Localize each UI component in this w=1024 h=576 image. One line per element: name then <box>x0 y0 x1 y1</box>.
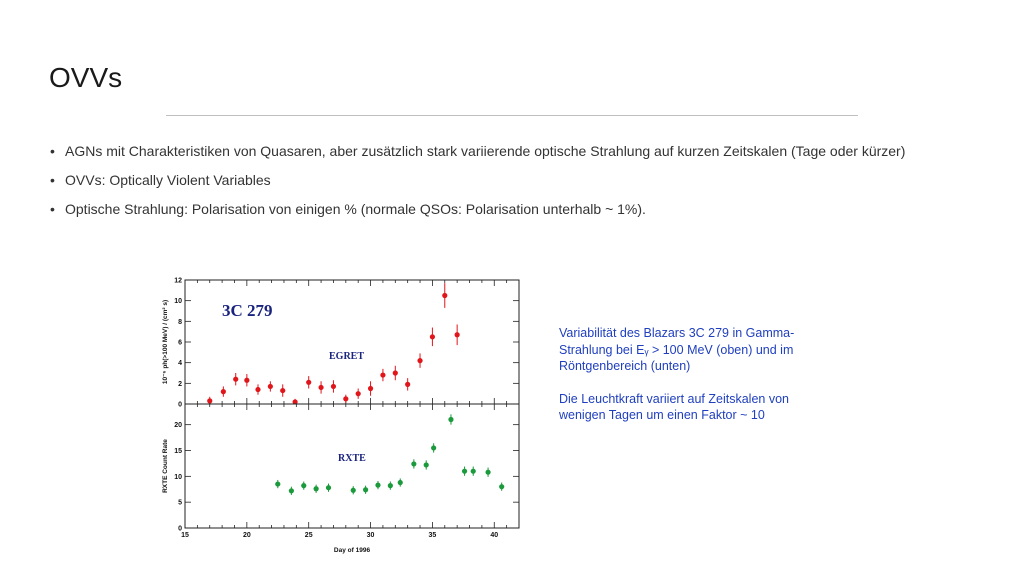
top-y-axis-label: 10⁻⁶ ph(>100 MeV) / (cm² s) <box>162 299 169 385</box>
egret-point <box>207 398 212 403</box>
rxte-point <box>431 445 436 450</box>
top-panel <box>162 278 519 409</box>
rxte-point <box>301 483 306 488</box>
egret-point <box>417 358 422 363</box>
rxte-point <box>314 486 319 491</box>
y-tick-label: 8 <box>178 318 182 326</box>
egret-point <box>233 377 238 382</box>
bullet-text: OVVs: Optically Violent Variables <box>65 172 271 188</box>
egret-point <box>368 386 373 391</box>
egret-point <box>356 391 361 396</box>
egret-point <box>380 372 385 377</box>
rxte-point <box>485 470 490 475</box>
y-tick-label: 10 <box>174 298 182 306</box>
bullet-list <box>48 141 1008 228</box>
egret-point <box>306 380 311 385</box>
egret-point <box>280 388 285 393</box>
y-tick-label: 0 <box>178 525 182 533</box>
top-panel-frame <box>185 280 519 404</box>
bottom-y-axis-label: RXTE Count Rate <box>162 439 169 493</box>
rxte-points <box>275 414 504 495</box>
bottom-axis-ticks <box>174 401 519 539</box>
rxte-point <box>326 485 331 490</box>
egret-point <box>331 384 336 389</box>
egret-point <box>455 332 460 337</box>
caption-paragraph-1: Variabilität des Blazars 3C 279 in Gamma-Strahlung bei Eᵧ > 100 MeV (oben) und im Röntgenbereich (unten) <box>559 326 795 373</box>
y-tick-label: 6 <box>178 339 182 347</box>
x-axis-label: Day of 1996 <box>333 547 371 554</box>
y-tick-label: 4 <box>178 360 182 368</box>
series-label-rxte: RXTE <box>338 453 366 464</box>
x-tick-label: 25 <box>304 532 313 539</box>
light-curve-figure <box>156 272 526 562</box>
bottom-panel <box>162 401 519 554</box>
x-tick-label: 15 <box>181 532 189 539</box>
y-tick-label: 12 <box>174 277 182 285</box>
egret-point <box>343 396 348 401</box>
bottom-panel-frame <box>185 404 519 528</box>
bullet-item <box>48 170 1008 190</box>
egret-point <box>221 389 226 394</box>
slide-title: OVVs <box>49 62 123 93</box>
y-tick-label: 0 <box>178 401 182 409</box>
bullet-item <box>48 141 1008 161</box>
bullet-text: AGNs mit Charakteristiken von Quasaren, aber zusätzlich stark variierende optische Strahlung auf kurzen Zeitskalen (Tage oder kürzer) <box>65 143 906 159</box>
y-tick-label: 20 <box>174 422 182 430</box>
y-tick-label: 10 <box>174 473 182 481</box>
figure-caption <box>559 325 829 440</box>
bullet-glyph: • <box>50 201 55 217</box>
rxte-point <box>398 480 403 485</box>
rxte-point <box>388 483 393 488</box>
bullet-text: Optische Strahlung: Polarisation von einigen % (normale QSOs: Polarisation unterhalb ~ 1%). <box>65 201 646 217</box>
rxte-point <box>471 469 476 474</box>
x-tick-label: 40 <box>490 532 499 539</box>
x-tick-label: 30 <box>366 532 375 539</box>
bullet-glyph: • <box>50 172 55 188</box>
rxte-point <box>275 481 280 486</box>
series-label-egret: EGRET <box>329 351 365 362</box>
rxte-point <box>351 488 356 493</box>
rxte-point <box>375 483 380 488</box>
caption-paragraph-2: Die Leuchtkraft variiert auf Zeitskalen von wenigen Tagen um einen Faktor ~ 10 <box>559 391 789 422</box>
rxte-point <box>448 417 453 422</box>
bullet-glyph: • <box>50 143 55 159</box>
rxte-point <box>289 488 294 493</box>
rxte-point <box>499 484 504 489</box>
egret-point <box>430 334 435 339</box>
y-tick-label: 5 <box>178 499 182 507</box>
y-tick-label: 15 <box>174 448 182 455</box>
egret-point <box>268 384 273 389</box>
bullet-item <box>48 199 1008 219</box>
rxte-point <box>424 462 429 467</box>
egret-point <box>244 378 249 383</box>
egret-point <box>318 385 323 390</box>
rxte-point <box>363 487 368 492</box>
egret-point <box>405 382 410 387</box>
top-panel-title: 3C 279 <box>222 301 273 320</box>
y-tick-label: 2 <box>178 380 182 388</box>
top-axis-ticks <box>174 278 519 409</box>
x-tick-label: 20 <box>242 532 251 539</box>
rxte-point <box>411 461 416 466</box>
title-divider <box>166 115 858 116</box>
egret-point <box>393 370 398 375</box>
egret-point <box>255 387 260 392</box>
rxte-point <box>462 469 467 474</box>
egret-point <box>442 293 447 298</box>
x-tick-label: 35 <box>428 532 437 539</box>
